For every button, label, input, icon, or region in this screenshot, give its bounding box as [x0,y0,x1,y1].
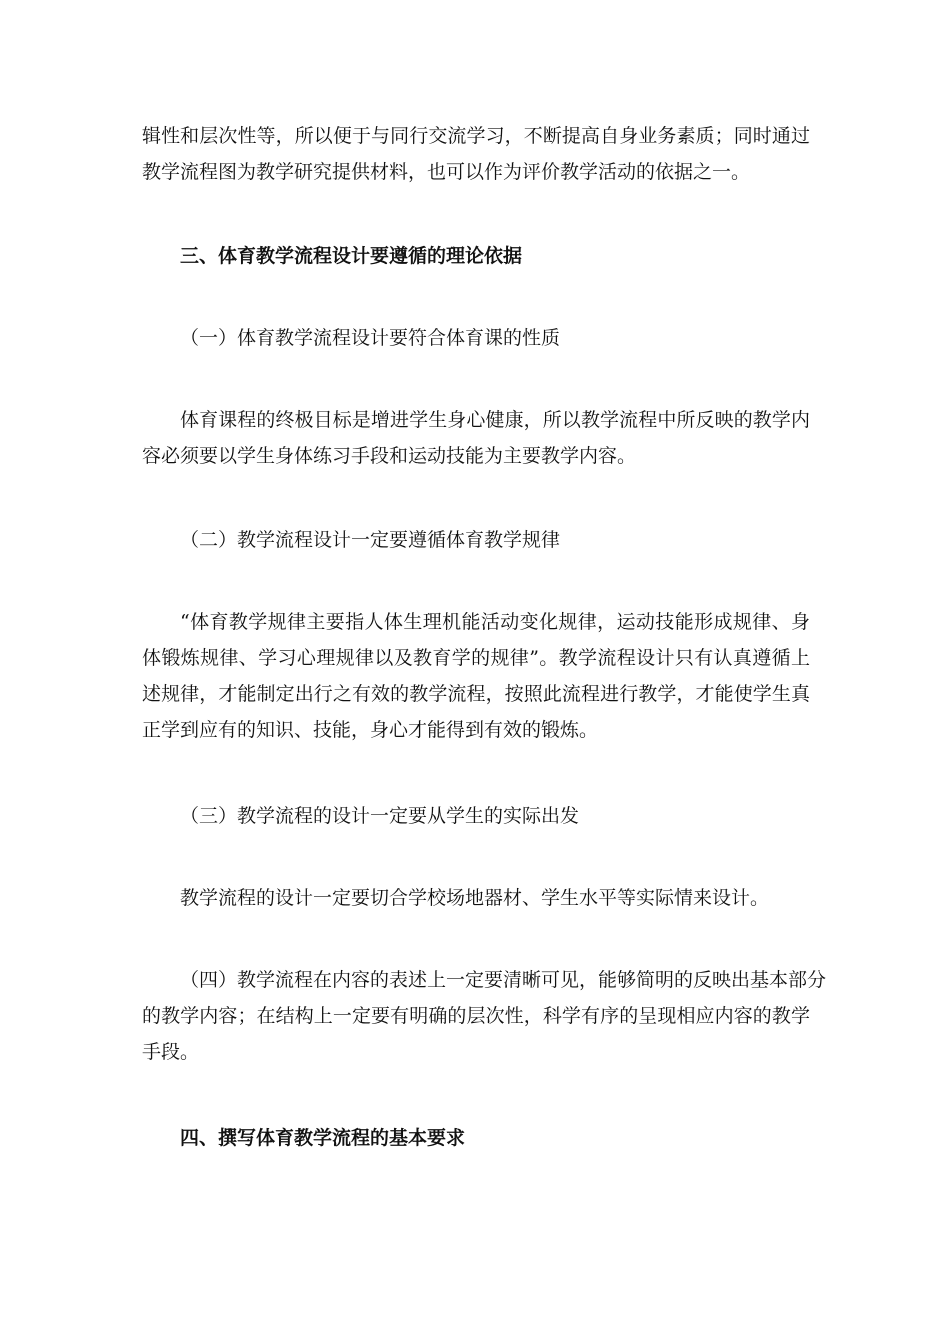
intro-paragraph [142,118,810,190]
heading-text: 四、撰写体育教学流程的基本要求 [180,1127,466,1149]
heading-text: 三、体育教学流程设计要遵循的理论依据 [180,245,523,267]
subheading-3 [142,798,810,834]
text-line: “体育教学规律主要指人体生理机能活动变化规律，运动技能形成规律、身 [180,611,810,633]
text-line: 教学流程图为教学研究提供材料，也可以作为评价教学活动的依据之一。 [142,161,751,183]
text-line: 手段。 [142,1041,200,1063]
subheading-text: （三）教学流程的设计一定要从学生的实际出发 [180,805,580,827]
section-heading-3 [142,238,810,274]
text-line: （四）教学流程在内容的表述上一定要清晰可见，能够简明的反映出基本部分 [180,969,827,991]
paragraph-1 [142,402,810,474]
subheading-text: （二）教学流程设计一定要遵循体育教学规律 [180,529,561,551]
section-heading-4 [142,1120,810,1156]
paragraph-4 [142,962,827,1070]
text-line: 述规律，才能制定出行之有效的教学流程，按照此流程进行教学，才能使学生真 [142,683,810,705]
text-line: 体锻炼规律、学习心理规律以及教育学的规律”。教学流程设计只有认真遵循上 [142,647,810,669]
paragraph-3 [142,880,810,916]
text-line: 的教学内容；在结构上一定要有明确的层次性，科学有序的呈现相应内容的教学 [142,1005,810,1027]
text-line: 正学到应有的知识、技能，身心才能得到有效的锻炼。 [142,719,599,741]
text-line: 容必须要以学生身体练习手段和运动技能为主要教学内容。 [142,445,637,467]
text-line: 教学流程的设计一定要切合学校场地器材、学生水平等实际情来设计。 [180,887,770,909]
paragraph-2 [142,604,810,748]
text-line: 体育课程的终极目标是增进学生身心健康，所以教学流程中所反映的教学内 [180,409,810,431]
text-line: 辑性和层次性等，所以便于与同行交流学习，不断提高自身业务素质；同时通过 [142,125,810,147]
subheading-1 [142,320,810,356]
subheading-text: （一）体育教学流程设计要符合体育课的性质 [180,327,561,349]
subheading-2 [142,522,810,558]
